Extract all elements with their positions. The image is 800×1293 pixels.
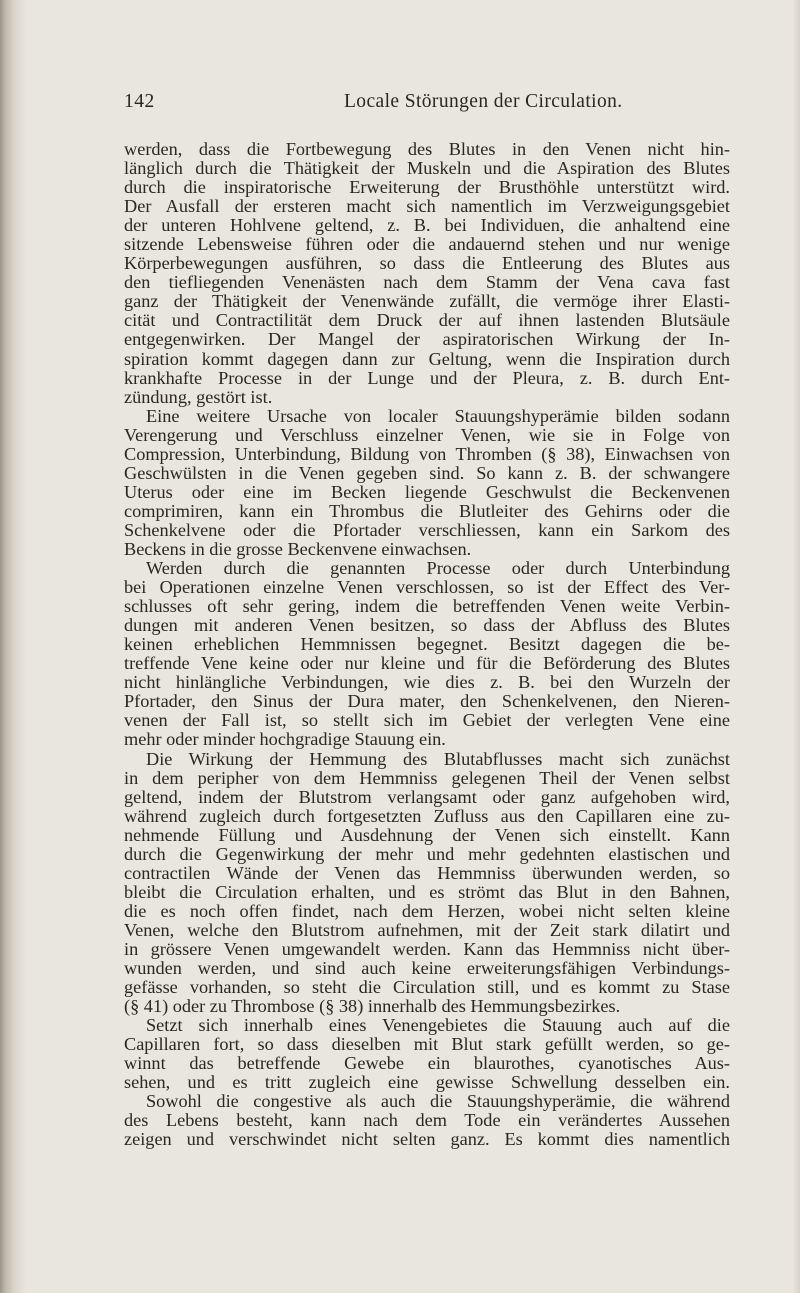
text-line: winnt das betreffende Gewebe ein blaurothes, cyanotisches Aus- xyxy=(124,1054,730,1074)
text-line: Körperbewegungen ausführen, so dass die Entleerung des Blutes aus xyxy=(124,254,730,274)
text-line: krankhafte Processe in der Lunge und der Pleura, z. B. durch Ent- xyxy=(124,368,730,388)
text-line: schlusses oft sehr gering, indem die betreffenden Venen weite Verbin- xyxy=(124,597,730,617)
text-line: Schenkelvene oder die Pfortader verschliessen, kann ein Sarkom des xyxy=(124,520,730,540)
text-line: Sowohl die congestive als auch die Stauungshyperämie, die während xyxy=(146,1092,730,1112)
text-line: sehen, und es tritt zugleich eine gewisse Schwellung desselben ein. xyxy=(124,1073,730,1093)
body-text xyxy=(124,140,730,1149)
text-line: Der Ausfall der ersteren macht sich namentlich im Verzweigungsgebiet xyxy=(124,197,730,217)
text-line: Werden durch die genannten Processe oder durch Unterbindung xyxy=(146,559,730,579)
text-line: länglich durch die Thätigkeit der Muskeln und die Aspiration des Blutes xyxy=(124,159,730,179)
text-line: wunden werden, und sind auch keine erweiterungsfähigen Verbindungs- xyxy=(124,959,730,979)
text-line: durch die Gegenwirkung der mehr und mehr gedehnten elastischen und xyxy=(124,844,730,864)
text-line: keinen erheblichen Hemmnissen begegnet. Besitzt dagegen die be- xyxy=(124,635,730,655)
text-line: zeigen und verschwindet nicht selten ganz. Es kommt dies namentlich xyxy=(124,1130,730,1150)
text-line: (§ 41) oder zu Thrombose (§ 38) innerhalb des Hemmungsbezirkes. xyxy=(124,997,621,1017)
text-line: Setzt sich innerhalb eines Venengebietes die Stauung auch auf die xyxy=(146,1016,730,1036)
text-line: Venen, welche den Blutstrom aufnehmen, mit der Zeit stark dilatirt und xyxy=(124,920,730,940)
text-line: den tiefliegenden Venenästen nach dem Stamm der Vena cava fast xyxy=(124,273,730,293)
text-line: die es noch offen findet, nach dem Herzen, wobei nicht selten kleine xyxy=(124,901,730,921)
text-line: gefässe vorhanden, so steht die Circulation still, und es kommt zu Stase xyxy=(124,978,730,998)
text-line: cität und Contractilität dem Druck der auf ihnen lastenden Blutsäule xyxy=(124,311,730,331)
text-line: Pfortader, den Sinus der Dura mater, den Schenkelvenen, den Nieren- xyxy=(124,692,730,712)
page-number: 142 xyxy=(124,91,155,112)
text-line: in grössere Venen umgewandelt werden. Kann das Hemmniss nicht über- xyxy=(124,939,730,959)
page-header xyxy=(124,91,730,117)
text-line: Capillaren fort, so dass dieselben mit Blut stark gefüllt werden, so ge- xyxy=(124,1035,730,1055)
text-line: comprimiren, kann ein Thrombus die Blutleiter des Gehirns oder die xyxy=(124,501,730,521)
text-line: sitzende Lebensweise führen oder die andauernd stehen und nur wenige xyxy=(124,235,730,255)
text-line: spiration kommt dagegen dann zur Geltung, wenn die Inspiration durch xyxy=(124,349,730,369)
text-line: bei Operationen einzelne Venen verschlossen, so ist der Effect des Ver- xyxy=(124,578,730,598)
text-line: Die Wirkung der Hemmung des Blutabflusses macht sich zunächst xyxy=(146,749,730,769)
text-line: Eine weitere Ursache von localer Stauungshyperämie bilden sodann xyxy=(146,406,730,426)
text-line: Uterus oder eine im Becken liegende Geschwulst die Beckenvenen xyxy=(124,482,730,502)
text-line: contractilen Wände der Venen das Hemmniss überwunden werden, so xyxy=(124,863,730,883)
page-edge xyxy=(792,0,800,1293)
text-line: nicht hinlängliche Verbindungen, wie dies z. B. bei den Wurzeln der xyxy=(124,673,730,693)
text-line: nehmende Füllung und Ausdehnung der Venen sich einstellt. Kann xyxy=(124,825,730,845)
text-line: zündung, gestört ist. xyxy=(124,387,273,407)
text-line: Beckens in die grosse Beckenvene einwachsen. xyxy=(124,539,472,559)
running-head: Locale Störungen der Circulation. xyxy=(344,91,623,112)
text-line: dungen mit anderen Venen besitzen, so dass der Abfluss des Blutes xyxy=(124,616,730,636)
text-line: in dem peripher von dem Hemmniss gelegenen Theil der Venen selbst xyxy=(124,768,730,788)
text-line: geltend, indem der Blutstrom verlangsamt oder ganz aufgehoben wird, xyxy=(124,787,730,807)
text-line: mehr oder minder hochgradige Stauung ein. xyxy=(124,730,446,750)
text-line: entgegenwirken. Der Mangel der aspiratorischen Wirkung der In- xyxy=(124,330,730,350)
text-line: Verengerung und Verschluss einzelner Venen, wie sie in Folge von xyxy=(124,425,730,445)
text-line: Geschwülsten in die Venen gegeben sind. So kann z. B. der schwangere xyxy=(124,463,730,483)
text-line: des Lebens besteht, kann nach dem Tode ein verändertes Aussehen xyxy=(124,1111,730,1131)
text-line: werden, dass die Fortbewegung des Blutes in den Venen nicht hin- xyxy=(124,140,730,159)
text-line: treffende Vene keine oder nur kleine und für die Beförderung des Blutes xyxy=(124,654,730,674)
text-line: durch die inspiratorische Erweiterung der Brusthöhle unterstützt wird. xyxy=(124,178,730,198)
binding-shadow xyxy=(0,0,26,1293)
text-line: der unteren Hohlvene geltend, z. B. bei Individuen, die anhaltend eine xyxy=(124,216,730,236)
text-line: Compression, Unterbindung, Bildung von Thromben (§ 38), Einwachsen von xyxy=(124,444,730,464)
text-line: bleibt die Circulation erhalten, und es strömt das Blut in den Bahnen, xyxy=(124,882,730,902)
text-line: ganz der Thätigkeit der Venenwände zufällt, die vermöge ihrer Elasti- xyxy=(124,292,730,312)
text-line: während zugleich durch fortgesetzten Zufluss aus den Capillaren eine zu- xyxy=(124,806,730,826)
text-line: venen der Fall ist, so stellt sich im Gebiet der verlegten Vene eine xyxy=(124,711,730,731)
